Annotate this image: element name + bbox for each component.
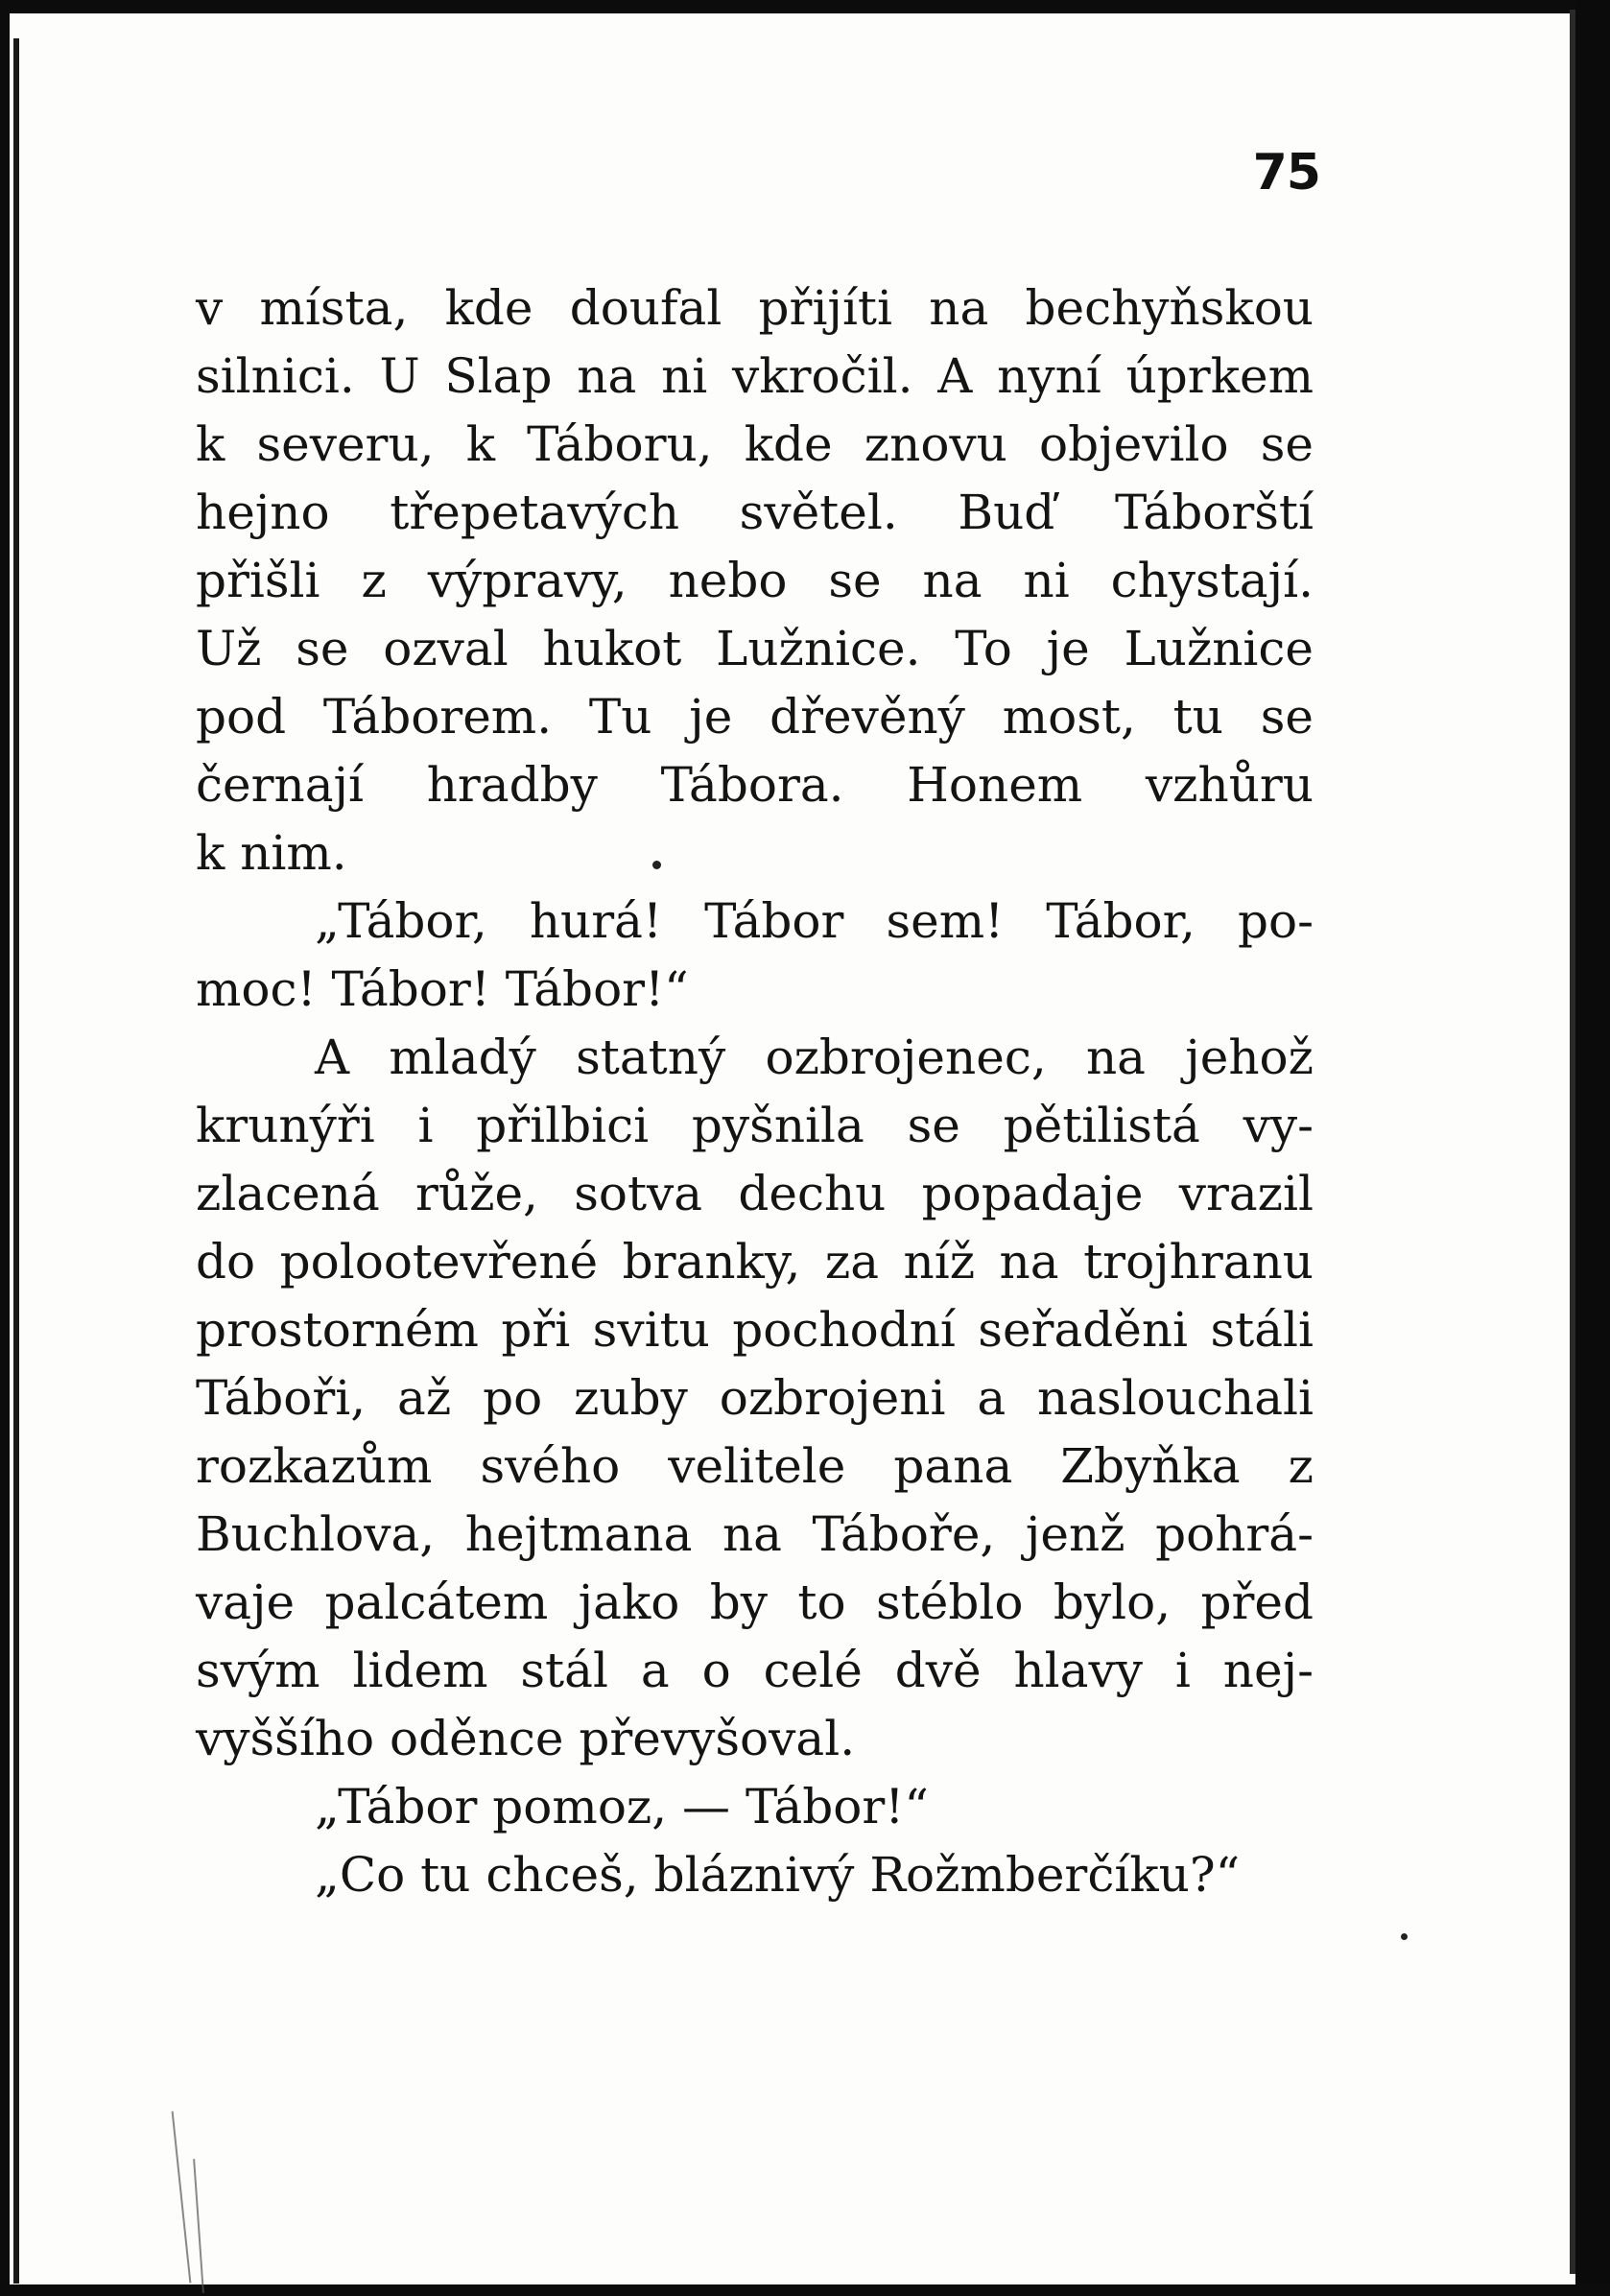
page-number: 75 [1252,144,1320,201]
scan-scratch [193,2159,204,2293]
text-line: „Tábor, hurá! Tábor sem! Tábor, po- [315,893,1314,949]
text-line: vaje palcátem jako by to stéblo bylo, před [196,1574,1314,1630]
text-line: pod Táborem. Tu je dřevěný most, tu se [196,689,1314,745]
scan-border-left-shadow [13,38,19,2284]
text-line: přišli z výpravy, nebo se na ni chystají. [196,553,1314,608]
text-line: zlacená růže, sotva dechu popadaje vrazil [196,1166,1314,1221]
text-line: do polootevřené branky, za níž na trojhranu [196,1234,1314,1290]
text-line: krunýři i přilbici pyšnila se pětilistá vy- [196,1098,1314,1153]
text-line: Táboři, až po zuby ozbrojeni a naslouchali [196,1370,1314,1426]
text-line: vyššího oděnce převyšoval. [196,1711,856,1766]
text-line: Buchlova, hejtmana na Táboře, jenž pohrá- [196,1506,1314,1562]
ink-speck [1401,1933,1408,1940]
text-line: prostorném při svitu pochodní seřaděni stáli [196,1302,1314,1358]
scan-border-right-shadow [1570,10,1575,2274]
text-line: A mladý statný ozbrojenec, na jehož [315,1030,1314,1085]
text-line: „Tábor pomoz, — Tábor!“ [315,1779,929,1834]
text-line: rozkazům svého velitele pana Zbyňka z [196,1438,1314,1494]
text-line: k severu, k Táboru, kde znovu objevilo se [196,416,1314,472]
scan-border-bottom [0,2284,1610,2296]
scan-border-left [0,0,10,2296]
text-line: k nim. [196,825,347,881]
text-line: silnici. U Slap na ni vkročil. A nyní úprkem [196,348,1314,404]
scan-border-top [0,0,1610,13]
text-line: moc! Tábor! Tábor!“ [196,961,689,1017]
text-line: hejno třepetavých světel. Buď Táborští [196,485,1314,540]
text-line: Už se ozval hukot Lužnice. To je Lužnice [196,621,1314,676]
text-line: „Co tu chceš, bláznivý Rožmberčíku?“ [315,1847,1241,1903]
scan-border-right [1575,0,1610,2296]
text-line: černají hradby Tábora. Honem vzhůru [196,757,1314,813]
body-text [196,274,1314,1909]
text-line: svým lidem stál a o celé dvě hlavy i nej- [196,1643,1314,1698]
text-line: v místa, kde doufal přijíti na bechyňskou [196,280,1314,336]
scan-scratch [172,2111,192,2283]
